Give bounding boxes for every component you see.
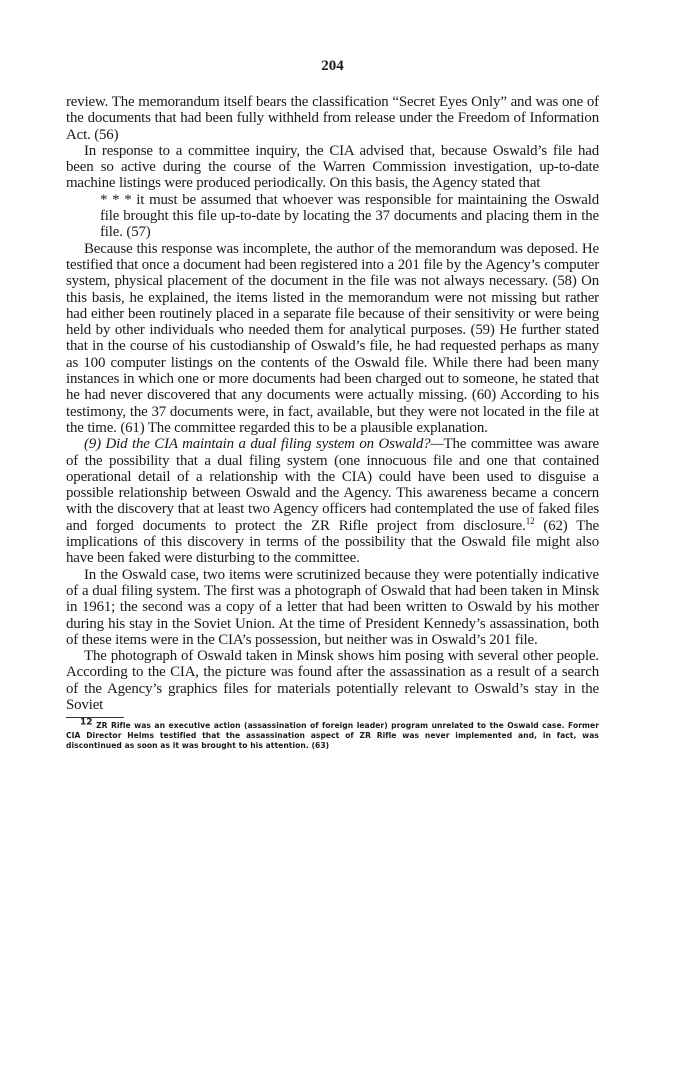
footnote bbox=[66, 717, 600, 751]
footnote-text: ZR Rifle was an executive action (assassination of foreign leader) program unrelated to the Oswald case. Former CIA Director Helms testified that the assassination aspect of ZR Rifle was never implemented and, in fact, was discontinued as soon as it was brought to his attention. (63) bbox=[66, 721, 600, 751]
paragraph-minsk-photograph: The photograph of Oswald taken in Minsk shows him posing with several other people. According to the CIA, the picture was found after the assassination as a result of a search of the Agency’s graphics files for materials potentially relevant to Oswald’s stay in the Soviet bbox=[66, 648, 599, 713]
footnote-reference[interactable]: 12 bbox=[525, 515, 535, 526]
paragraph-dual-filing bbox=[66, 436, 599, 566]
paragraph-memorandum-author: Because this response was incomplete, the author of the memorandum was deposed. He testified that once a document had been registered into a 201 file by the Agency’s computer system, physical placement of the document in the file was not always necessary. (58) On this basis, he explained, the items listed in the memorandum were not missing but rather had either been routinely placed in a separate file because of their sensitivity or were being held by other individuals who needed them for analytical purposes. (59) He further stated that in the course of his custodianship of Oswald’s file, he had requested perhaps as many as 100 computer listings on the contents of the Oswald file. While there had been many instances in which one or more documents had been charged out to someone, he stated that he had never discovered that any documents were actually missing. (60) According to his testimony, the 37 documents were, in fact, available, but they were not located in the file at the time. (61) The committee regarded this to be a plausible explanation. bbox=[66, 240, 599, 436]
block-quote: * * * it must be assumed that whoever was responsible for maintaining the Oswald file brought this file up-to-date by locating the 37 documents and placing them in the file. (57) bbox=[100, 191, 599, 241]
body-text bbox=[66, 94, 599, 713]
page-number: 204 bbox=[321, 58, 344, 74]
paragraph-cia-response: In response to a committee inquiry, the CIA advised that, because Oswald’s file had been so active during the course of the Warren Commission investigation, up-to-date machine listings were produced periodically. On this basis, the Agency stated that bbox=[66, 142, 599, 192]
paragraph-continuation: review. The memorandum itself bears the classification “Secret Eyes Only” and was one of the documents that had been fully withheld from release under the Freedom of Information Act. (56) bbox=[66, 94, 599, 143]
document-page bbox=[66, 58, 599, 751]
paragraph-dual-filing-text-after: (62) The implications of this discovery in terms of the possibility that the Oswald file might also have been faked were disturbing to the committee. bbox=[66, 517, 599, 567]
footnote-divider bbox=[66, 717, 124, 718]
paragraph-dual-filing-text: The committee was aware of the possibility that a dual filing system (one innocuous file and one that contained operational detail of a relationship with the CIA) could have been used to disguise a possible relationship between Oswald and the Agency. This awareness became a concern with the discovery that at least two Agency officers had contemplated the use of faked files and forged documents to protect the ZR Rifle project from disclosure. bbox=[66, 436, 599, 534]
paragraph-oswald-case: In the Oswald case, two items were scrutinized because they were potentially indicative of a dual filing system. The first was a photograph of Oswald that had been taken in Minsk in 1961; the second was a copy of a letter that had been written to Oswald by his mother during his stay in the Soviet Union. At the time of President Kennedy’s assassination, both of these items were in the CIA’s possession, but neither was in Oswald’s 201 file. bbox=[66, 566, 599, 648]
section-heading: (9) Did the CIA maintain a dual filing system on Oswald?— bbox=[84, 436, 444, 453]
footnote-marker: 12 bbox=[80, 717, 93, 728]
